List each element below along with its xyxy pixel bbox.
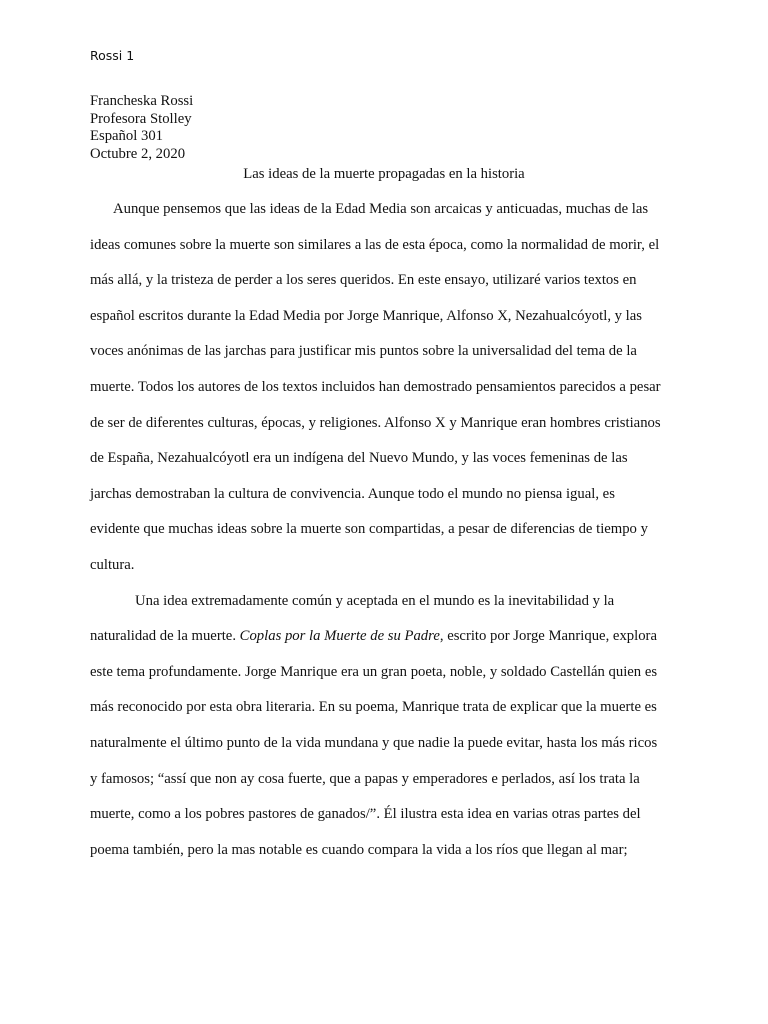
course-name: Español 301 xyxy=(90,128,164,144)
paragraph-line: más allá, y la tristeza de perder a los seres queridos. En este ensayo, utilizaré varios textos en xyxy=(90,272,637,289)
paragraph-line: jarchas demostraban la cultura de convivencia. Aunque todo el mundo no piensa igual, es xyxy=(90,485,615,502)
student-name: Francheska Rossi xyxy=(90,93,194,109)
paragraph-2 xyxy=(90,584,690,869)
paragraph-line: de España, Nezahualcóyotl era un indígena del Nuevo Mundo, y las voces femeninas de las xyxy=(90,450,628,467)
paragraph-line: español escritos durante la Edad Media por Jorge Manrique, Alfonso X, Nezahualcóyotl, y las xyxy=(90,307,642,324)
paragraph-line: evidente que muchas ideas sobre la muerte son compartidas, a pesar de diferencias de tiempo y xyxy=(90,521,648,538)
text-run: , escrito por Jorge Manrique, explora xyxy=(439,628,657,645)
paragraph-1 xyxy=(90,192,690,584)
mla-heading-block xyxy=(90,93,193,163)
paragraph-line: Una idea extremadamente común y aceptada en el mundo es la inevitabilidad y la xyxy=(135,592,615,609)
paragraph-line: muerte. Todos los autores de los textos incluidos han demostrado pensamientos parecidos a pesar xyxy=(90,378,661,395)
paragraph-line xyxy=(90,619,690,655)
professor-name: Profesora Stolley xyxy=(90,110,192,127)
paragraph-line: Aunque pensemos que las ideas de la Edad Media son arcaicas y anticuadas, muchas de las xyxy=(113,201,649,217)
paragraph-line: poema también, pero la mas notable es cuando compara la vida a los ríos que llegan al mar; xyxy=(90,841,628,858)
paragraph-line: cultura. xyxy=(90,556,135,573)
essay-body xyxy=(90,192,690,868)
paragraph-line: de ser de diferentes culturas, épocas, y religiones. Alfonso X y Manrique eran hombres cristianos xyxy=(90,414,661,431)
paragraph-line: y famosos; “assí que non ay cosa fuerte, que a papas y emperadores e perlados, así los trata la xyxy=(90,770,640,787)
essay-title: Las ideas de la muerte propagadas en la historia xyxy=(243,166,525,182)
paragraph-line: ideas comunes sobre la muerte son similares a las de esta época, como la normalidad de morir, el xyxy=(90,236,660,253)
paragraph-line: este tema profundamente. Jorge Manrique era un gran poeta, noble, y soldado Castellán quien es xyxy=(90,663,658,680)
paragraph-line: naturalmente el último punto de la vida mundana y que nadie la puede evitar, hasta los más ricos xyxy=(90,734,658,751)
paragraph-line: muerte, como a los pobres pastores de ganados/”. Él ilustra esta idea en varias otras partes del xyxy=(90,806,641,823)
paragraph-line: más reconocido por esta obra literaria. En su poema, Manrique trata de explicar que la muerte es xyxy=(90,699,657,716)
work-title-italic: Coplas por la Muerte de su Padre xyxy=(239,628,440,645)
running-header: Rossi 1 xyxy=(90,48,135,63)
date-line: Octubre 2, 2020 xyxy=(90,145,186,162)
paragraph-line: voces anónimas de las jarchas para justificar mis puntos sobre la universalidad del tema de la xyxy=(90,343,637,360)
text-run: naturalidad de la muerte. xyxy=(90,628,240,645)
